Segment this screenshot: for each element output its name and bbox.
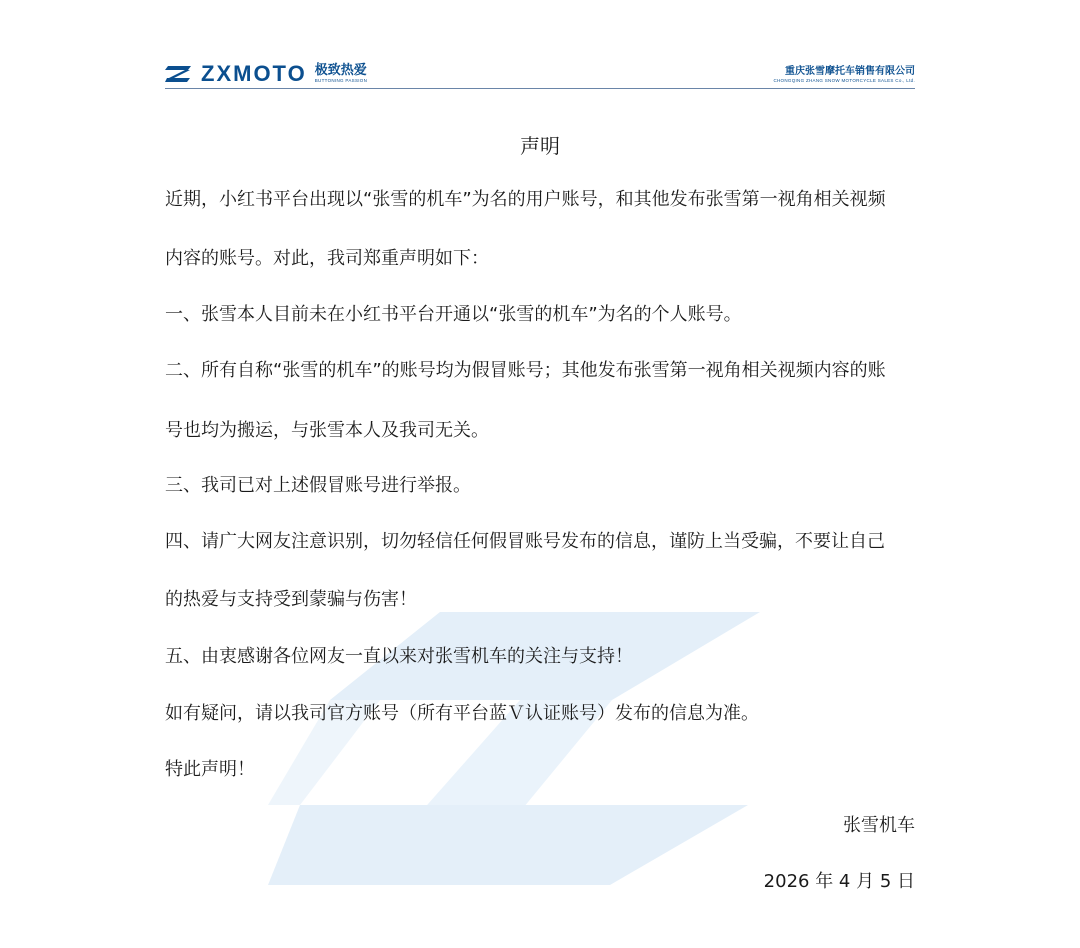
paragraph-line: 的热爱与支持受到蒙骗与伤害！ (165, 589, 417, 610)
brand-name: ZXMOTO (201, 61, 307, 86)
signature: 张雪机车 (843, 815, 915, 836)
company-name (773, 66, 915, 84)
zxmoto-z-icon (165, 64, 193, 84)
company-name-en: CHONGQING ZHANG SNOW MOTORCYCLE SALES Co., Ltd. (773, 78, 915, 83)
header-divider (165, 88, 915, 89)
paragraph-line: 一、张雪本人目前未在小红书平台开通以“张雪的机车”为名的个人账号。 (165, 304, 742, 325)
document-date: 2026 年 4 月 5 日 (763, 871, 915, 892)
paragraph-line: 四、请广大网友注意识别，切勿轻信任何假冒账号发布的信息，谨防上当受骗，不要让自己 (165, 531, 885, 552)
paragraph-line: 近期，小红书平台出现以“张雪的机车”为名的用户账号，和其他发布张雪第一视角相关视频 (165, 189, 886, 210)
slogan (315, 64, 367, 84)
paragraph-line: 如有疑问，请以我司官方账号（所有平台蓝Ｖ认证账号）发布的信息为准。 (165, 703, 759, 724)
paragraph-line: 二、所有自称“张雪的机车”的账号均为假冒账号；其他发布张雪第一视角相关视频内容的账 (165, 360, 886, 381)
company-name-cn: 重庆张雪摩托车销售有限公司 (785, 66, 915, 77)
paragraph-line: 五、由衷感谢各位网友一直以来对张雪机车的关注与支持！ (165, 646, 633, 667)
zxmoto-logo (165, 62, 367, 86)
letterhead (165, 60, 915, 90)
slogan-cn: 极致热爱 (314, 63, 367, 78)
paragraph-line: 内容的账号。对此，我司郑重声明如下： (165, 248, 489, 269)
paragraph-line: 特此声明！ (165, 759, 255, 780)
paragraph-line: 三、我司已对上述假冒账号进行举报。 (165, 475, 471, 496)
slogan-en: BUTTONING PASSION (314, 78, 368, 83)
paragraph-line: 号也均为搬运，与张雪本人及我司无关。 (165, 420, 489, 441)
document-title: 声明 (520, 134, 560, 158)
